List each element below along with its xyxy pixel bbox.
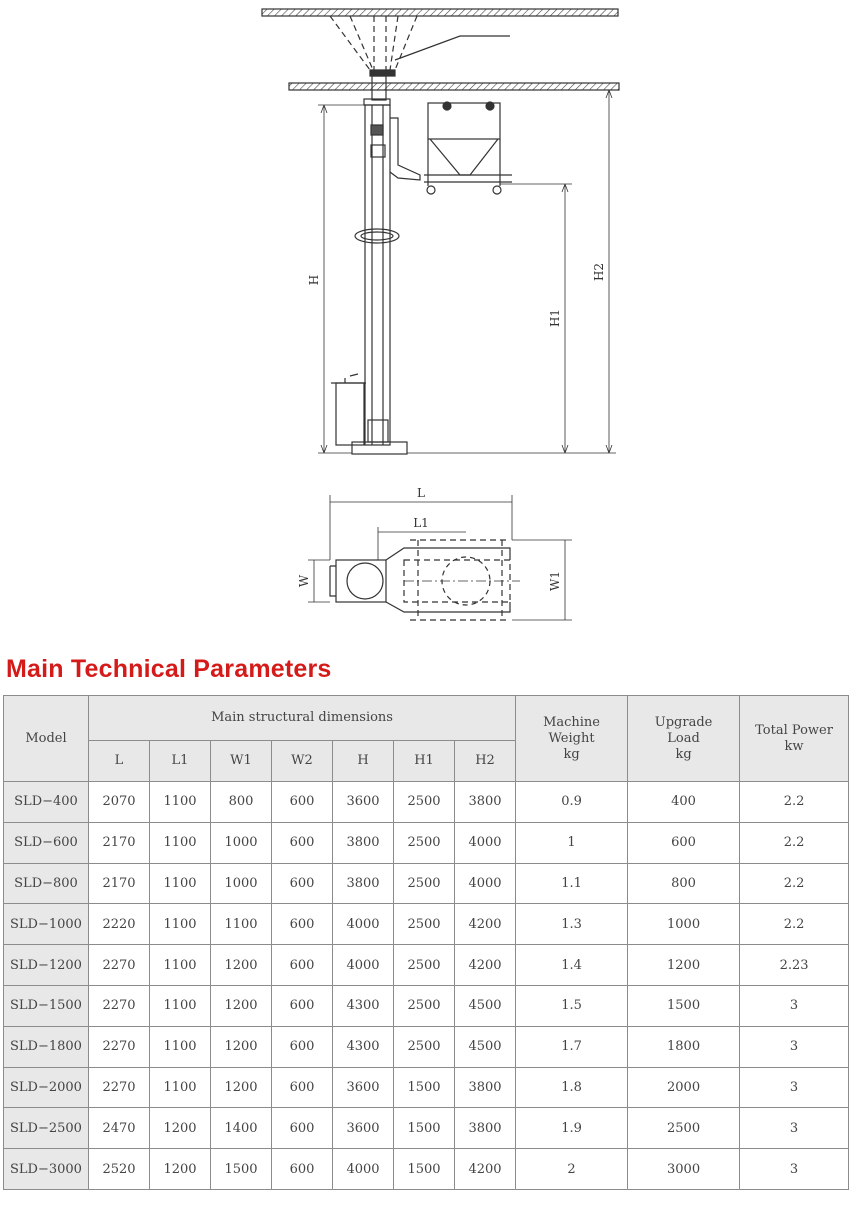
- upper-floor-slab: [289, 83, 619, 90]
- table-cell: 1000: [211, 822, 272, 863]
- model-cell: SLD−400: [4, 782, 89, 823]
- table-cell: 600: [272, 782, 333, 823]
- table-cell: 1000: [211, 863, 272, 904]
- table-row: [4, 822, 849, 863]
- table-cell: 3800: [455, 782, 516, 823]
- table-cell: 4000: [455, 863, 516, 904]
- table-cell: 1100: [150, 945, 211, 986]
- table-cell: 1100: [211, 904, 272, 945]
- table-cell: 2500: [394, 1026, 455, 1067]
- label-w1: W1: [548, 571, 562, 591]
- table-cell: 600: [272, 904, 333, 945]
- table-cell: 4200: [455, 904, 516, 945]
- table-cell: 800: [211, 782, 272, 823]
- table-cell: 2500: [394, 782, 455, 823]
- table-cell: 2.2: [740, 863, 849, 904]
- ceiling-slab: [262, 9, 618, 16]
- table-cell: 2270: [89, 1026, 150, 1067]
- table-cell: 1.9: [516, 1108, 628, 1149]
- dimension-l1: [378, 527, 466, 560]
- table-cell: 1500: [394, 1149, 455, 1190]
- table-cell: 4200: [455, 945, 516, 986]
- model-cell: SLD−3000: [4, 1149, 89, 1190]
- col-w1: W1: [211, 741, 272, 782]
- table-cell: 3: [740, 1026, 849, 1067]
- table-cell: 1200: [211, 1026, 272, 1067]
- table-cell: 2500: [394, 822, 455, 863]
- label-h: H: [307, 274, 321, 286]
- parameters-table: [3, 695, 849, 1190]
- col-h1: H1: [394, 741, 455, 782]
- table-cell: 1100: [150, 1026, 211, 1067]
- table-row: [4, 1067, 849, 1108]
- table-cell: 3: [740, 1067, 849, 1108]
- table-cell: 2270: [89, 1067, 150, 1108]
- table-cell: 3600: [333, 1108, 394, 1149]
- table-cell: 1.4: [516, 945, 628, 986]
- table-cell: 2170: [89, 863, 150, 904]
- table-cell: 2470: [89, 1108, 150, 1149]
- model-cell: SLD−800: [4, 863, 89, 904]
- table-cell: 3600: [333, 1067, 394, 1108]
- table-row: [4, 782, 849, 823]
- side-elevation-view: [262, 9, 619, 454]
- table-cell: 600: [272, 1149, 333, 1190]
- table-cell: 3: [740, 1108, 849, 1149]
- model-cell: SLD−1000: [4, 904, 89, 945]
- table-cell: 4500: [455, 1026, 516, 1067]
- table-row: [4, 904, 849, 945]
- label-l1: L1: [413, 516, 429, 530]
- table-cell: 2500: [394, 985, 455, 1026]
- model-cell: SLD−2000: [4, 1067, 89, 1108]
- label-h1: H1: [548, 308, 562, 328]
- table-cell: 1100: [150, 782, 211, 823]
- table-cell: 3800: [333, 822, 394, 863]
- table-cell: 1800: [628, 1026, 740, 1067]
- table-cell: 1.3: [516, 904, 628, 945]
- section-title: Main Technical Parameters: [6, 655, 332, 683]
- table-cell: 4500: [455, 985, 516, 1026]
- table-cell: 1100: [150, 822, 211, 863]
- weight-header: Machine Weight kg: [516, 696, 628, 782]
- label-w: W: [297, 574, 311, 588]
- table-row: [4, 1149, 849, 1190]
- table-cell: 3600: [333, 782, 394, 823]
- model-cell: SLD−1500: [4, 985, 89, 1026]
- table-cell: 4000: [455, 822, 516, 863]
- table-cell: 1.8: [516, 1067, 628, 1108]
- dimension-w: [308, 560, 330, 602]
- table-cell: 2520: [89, 1149, 150, 1190]
- model-cell: SLD−1200: [4, 945, 89, 986]
- table-cell: 1100: [150, 863, 211, 904]
- table-cell: 4000: [333, 945, 394, 986]
- model-header: Model: [4, 696, 89, 782]
- table-cell: 1200: [628, 945, 740, 986]
- table-cell: 400: [628, 782, 740, 823]
- dimension-w1: [512, 540, 572, 620]
- table-cell: 1500: [394, 1108, 455, 1149]
- table-cell: 600: [272, 863, 333, 904]
- table-row: [4, 1108, 849, 1149]
- table-cell: 2500: [394, 863, 455, 904]
- table-cell: 3800: [333, 863, 394, 904]
- label-h2: H2: [592, 262, 606, 282]
- table-row: [4, 863, 849, 904]
- table-cell: 600: [272, 822, 333, 863]
- table-cell: 2270: [89, 945, 150, 986]
- table-cell: 600: [272, 985, 333, 1026]
- table-cell: 4200: [455, 1149, 516, 1190]
- table-cell: 3000: [628, 1149, 740, 1190]
- table-cell: 2270: [89, 985, 150, 1026]
- table-cell: 2500: [394, 904, 455, 945]
- label-l: L: [417, 486, 425, 500]
- table-cell: 1200: [211, 1067, 272, 1108]
- table-cell: 2000: [628, 1067, 740, 1108]
- table-cell: 2170: [89, 822, 150, 863]
- table-cell: 2.2: [740, 822, 849, 863]
- table-cell: 1.7: [516, 1026, 628, 1067]
- model-cell: SLD−600: [4, 822, 89, 863]
- table-cell: 1.1: [516, 863, 628, 904]
- table-cell: 1500: [211, 1149, 272, 1190]
- model-cell: SLD−2500: [4, 1108, 89, 1149]
- table-cell: 1100: [150, 904, 211, 945]
- table-cell: 3800: [455, 1067, 516, 1108]
- table-cell: 1000: [628, 904, 740, 945]
- table-cell: 4300: [333, 985, 394, 1026]
- table-row: [4, 1026, 849, 1067]
- col-l: L: [89, 741, 150, 782]
- base-plate: [352, 442, 407, 454]
- table-cell: 1500: [394, 1067, 455, 1108]
- table-cell: 1200: [150, 1149, 211, 1190]
- load-header: Upgrade Load kg: [628, 696, 740, 782]
- lift-column: [365, 105, 390, 445]
- table-cell: 1400: [211, 1108, 272, 1149]
- dimension-h: [318, 105, 365, 453]
- table-cell: 1100: [150, 1067, 211, 1108]
- col-h: H: [333, 741, 394, 782]
- table-cell: 600: [628, 822, 740, 863]
- plan-view: [308, 495, 572, 620]
- table-cell: 2220: [89, 904, 150, 945]
- table-cell: 2.2: [740, 782, 849, 823]
- col-l1: L1: [150, 741, 211, 782]
- table-cell: 3800: [455, 1108, 516, 1149]
- control-box: [336, 383, 364, 445]
- table-cell: 1.5: [516, 985, 628, 1026]
- power-header: Total Power kw: [740, 696, 849, 782]
- table-cell: 800: [628, 863, 740, 904]
- table-cell: 1100: [150, 985, 211, 1026]
- table-cell: 1500: [628, 985, 740, 1026]
- table-cell: 600: [272, 1108, 333, 1149]
- table-row: [4, 985, 849, 1026]
- table-cell: 2070: [89, 782, 150, 823]
- dashed-feed-lines: [330, 16, 417, 70]
- table-cell: 0.9: [516, 782, 628, 823]
- table-row: [4, 945, 849, 986]
- table-cell: 4000: [333, 1149, 394, 1190]
- table-cell: 600: [272, 1026, 333, 1067]
- table-cell: 1200: [211, 985, 272, 1026]
- table-cell: 1200: [150, 1108, 211, 1149]
- table-cell: 1: [516, 822, 628, 863]
- table-cell: 2500: [394, 945, 455, 986]
- table-cell: 2.23: [740, 945, 849, 986]
- col-h2: H2: [455, 741, 516, 782]
- table-cell: 4300: [333, 1026, 394, 1067]
- dims-group-header: Main structural dimensions: [89, 696, 516, 741]
- table-cell: 2.2: [740, 904, 849, 945]
- col-w2: W2: [272, 741, 333, 782]
- table-cell: 600: [272, 945, 333, 986]
- table-cell: 3: [740, 985, 849, 1026]
- table-cell: 2: [516, 1149, 628, 1190]
- table-cell: 3: [740, 1149, 849, 1190]
- table-cell: 4000: [333, 904, 394, 945]
- table-cell: 1200: [211, 945, 272, 986]
- table-cell: 600: [272, 1067, 333, 1108]
- model-cell: SLD−1800: [4, 1026, 89, 1067]
- table-cell: 2500: [628, 1108, 740, 1149]
